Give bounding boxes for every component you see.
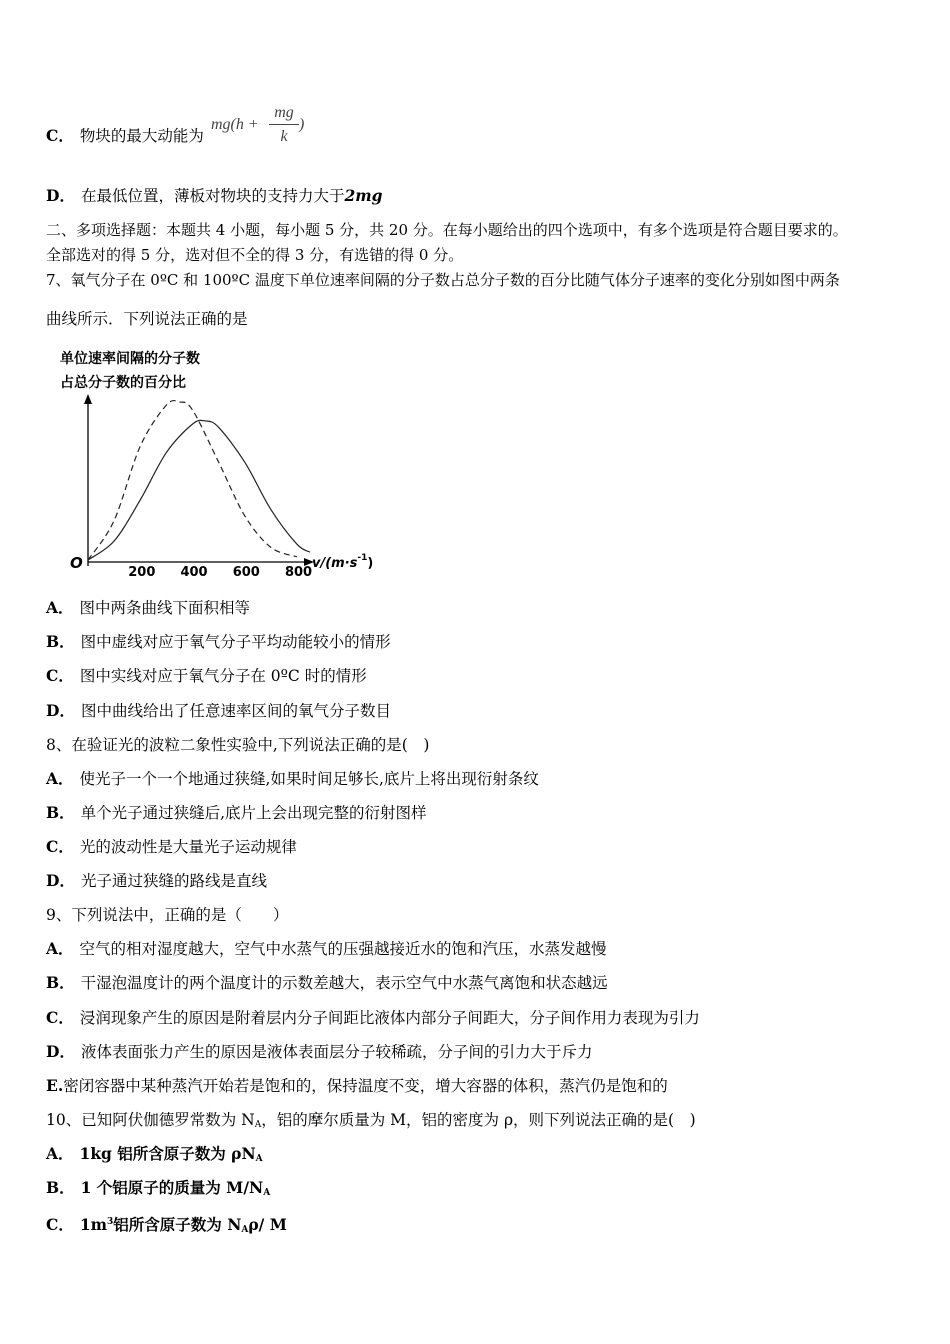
q7-option-d <box>46 701 391 721</box>
q7-option-c <box>46 666 367 686</box>
q9-stem: 9、下列说法中，正确的是（ ） <box>46 906 289 924</box>
option-label: D． <box>46 701 75 720</box>
q9-option-b <box>46 973 608 993</box>
stem-text-rest: ，铝的摩尔质量为 M，铝的密度为 ρ，则下列说法正确的是( ) <box>261 1111 696 1129</box>
option-label: C． <box>46 837 74 856</box>
section-2-heading-line2: 全部选对的得 5 分，选对但不全的得 3 分，有选错的得 0 分。 <box>46 246 464 264</box>
option-text: 物块的最大动能为 <box>79 127 204 145</box>
option-text: 干湿泡温度计的两个温度计的示数差越大，表示空气中水蒸气离饱和状态越远 <box>80 974 608 992</box>
option-text: 图中实线对应于氧气分子在 0ºC 时的情形 <box>79 667 367 685</box>
x-tick-labels <box>128 565 312 580</box>
option-label: B． <box>46 1178 75 1197</box>
option-text: 光子通过狭缝的路线是直线 <box>80 872 267 890</box>
option-text: 图中曲线给出了任意速率区间的氧气分子数目 <box>80 702 391 720</box>
option-text: 使光子一个一个地通过狭缝,如果时间足够长,底片上将出现衍射条纹 <box>79 770 539 788</box>
formula-prefix: mg(h + <box>211 116 259 133</box>
option-text: 密闭容器中某种蒸汽开始若是饱和的，保持温度不变，增大容器的体积，蒸汽仍是饱和的 <box>63 1077 668 1095</box>
max-kinetic-energy-formula <box>211 104 305 145</box>
q9-option-c <box>46 1008 700 1028</box>
x-tick-label-800: 800 <box>284 565 313 580</box>
q6-option-c <box>46 126 204 146</box>
option-text: 在最低位置，薄板对物块的支持力大于 <box>80 187 345 205</box>
option-text: 浸润现象产生的原因是附着层内分子间距比液体内部分子间距大，分子间作用力表现为引力 <box>79 1009 700 1027</box>
option-text: 光的波动性是大量光子运动规律 <box>79 838 297 856</box>
formula-suffix: ) <box>299 116 305 133</box>
option-label: B． <box>46 632 75 651</box>
option-label: D． <box>46 871 75 890</box>
option-label: C． <box>46 126 74 145</box>
x-axis-label-end: ) <box>367 556 374 571</box>
option-label: C． <box>46 666 74 685</box>
option-label: D． <box>46 186 75 205</box>
speed-distribution-chart <box>58 344 378 580</box>
option-label: A． <box>46 598 74 617</box>
option-text: 空气的相对湿度越大，空气中水蒸气的压强越接近水的饱和汽压，水蒸发越慢 <box>79 940 607 958</box>
option-superscript: 3 <box>107 1217 114 1227</box>
chart-title: 单位速率间隔的分子数 <box>60 351 200 367</box>
x-axis-label-main: v/(m·s <box>312 556 358 571</box>
option-text: 1kg 铝所含原子数为 ρN <box>79 1144 256 1163</box>
x-tick-label-400: 400 <box>180 565 208 580</box>
x-tick-label-600: 600 <box>232 565 260 580</box>
q9-option-e <box>46 1076 668 1096</box>
option-subscript: A <box>241 1225 249 1235</box>
formula-denominator: k <box>280 128 288 145</box>
origin-label: O <box>70 554 83 572</box>
option-value: 2mg <box>344 186 383 205</box>
q8-stem: 8、在验证光的波粒二象性实验中,下列说法正确的是( ) <box>46 736 430 754</box>
option-label: B． <box>46 973 75 992</box>
q10-option-b <box>46 1178 270 1203</box>
q7-option-b <box>46 632 391 652</box>
x-axis-label-sup: -1 <box>357 553 368 563</box>
q10-option-a <box>46 1144 263 1169</box>
formula-numerator: mg <box>274 104 294 121</box>
option-text-end: ρ/ M <box>248 1215 287 1234</box>
q7-stem-line2: 曲线所示．下列说法正确的是 <box>46 310 248 328</box>
x-tick-label-200: 200 <box>128 565 156 580</box>
option-label: A． <box>46 769 74 788</box>
option-subscript: A <box>255 1154 263 1164</box>
stem-subscript: A <box>254 1120 262 1130</box>
option-text: 图中两条曲线下面积相等 <box>79 599 251 617</box>
option-label: C． <box>46 1215 74 1234</box>
q10-option-c <box>46 1212 287 1240</box>
option-subscript: A <box>263 1188 271 1198</box>
option-text: 图中虚线对应于氧气分子平均动能较小的情形 <box>80 633 391 651</box>
option-label: E. <box>46 1076 64 1095</box>
q9-option-d <box>46 1042 592 1062</box>
option-text: 1 个铝原子的质量为 M/N <box>80 1178 264 1197</box>
q9-option-a <box>46 939 607 959</box>
section-2-heading-line1: 二、多项选择题：本题共 4 小题，每小题 5 分，共 20 分。在每小题给出的四个选项中，有多个选项是符合题目要求的。 <box>46 221 848 239</box>
chart-title-line2: 占总分子数的百分比 <box>60 375 186 391</box>
q10-stem <box>46 1110 696 1135</box>
q7-stem-line1: 7、氧气分子在 0ºC 和 100ºC 温度下单位速率间隔的分子数占总分子数的百分比随气体分子速率的变化分别如图中两条 <box>46 271 840 289</box>
q8-option-b <box>46 803 427 823</box>
x-axis-label <box>312 553 373 571</box>
q8-option-d <box>46 871 267 891</box>
option-text: 1m <box>79 1215 108 1234</box>
option-text: 单个光子通过狭缝后,底片上会出现完整的衍射图样 <box>80 804 427 822</box>
option-label: A． <box>46 939 74 958</box>
curves <box>88 401 310 560</box>
option-label: A． <box>46 1144 74 1163</box>
option-label: D． <box>46 1042 75 1061</box>
solid-curve <box>88 420 310 560</box>
q6-option-d <box>46 186 383 206</box>
stem-text: 10、已知阿伏伽德罗常数为 N <box>46 1111 255 1129</box>
option-text: 液体表面张力产生的原因是液体表面层分子较稀疏，分子间的引力大于斥力 <box>80 1043 593 1061</box>
option-label: B． <box>46 803 75 822</box>
option-text-mid: 铝所含原子数为 N <box>113 1215 242 1234</box>
q8-option-a <box>46 769 539 789</box>
q8-option-c <box>46 837 297 857</box>
fraction-bar <box>269 124 299 125</box>
option-label: C． <box>46 1008 74 1027</box>
y-axis-arrow <box>84 394 92 404</box>
q7-option-a <box>46 598 250 618</box>
